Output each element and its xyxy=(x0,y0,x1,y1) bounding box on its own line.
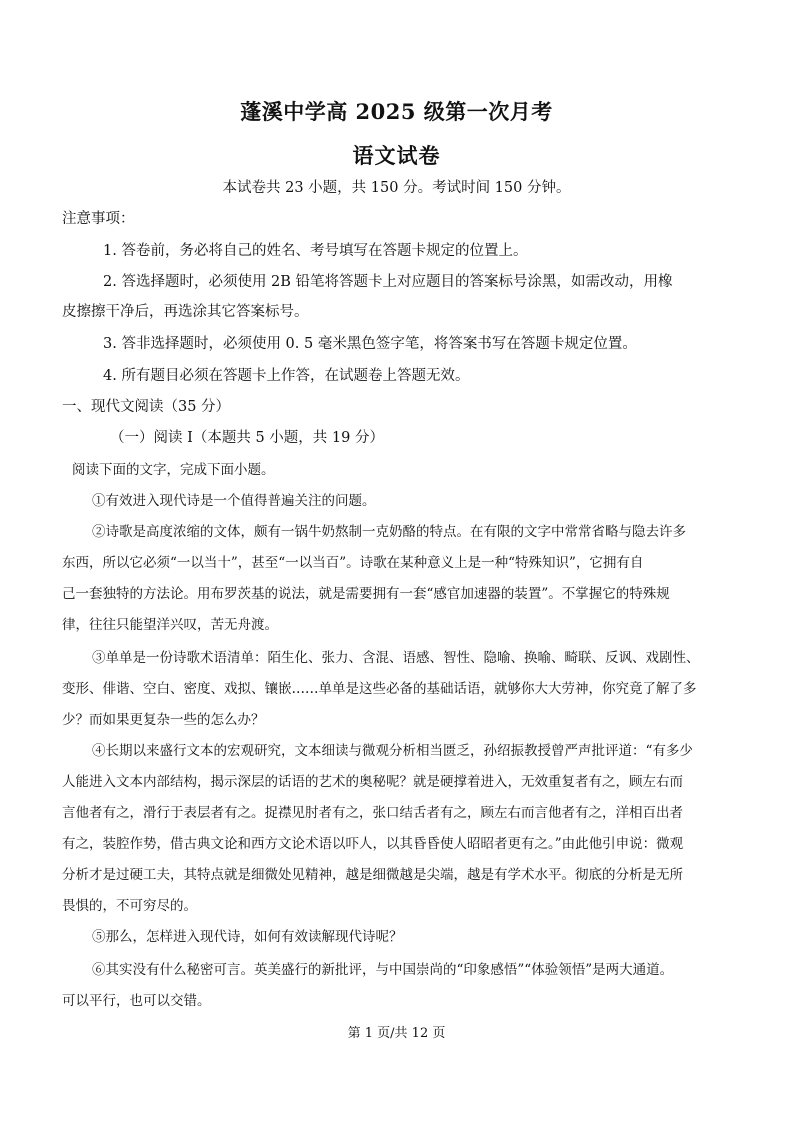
passage-paragraph-4-line-5: 分析才是过硬工夫，其特点就是细微处见精神，越是细微越是尖端，越是有学术水平。彻底的分析是无所 xyxy=(62,867,683,883)
passage-paragraph-4-line-6: 畏惧的，不可穷尽的。 xyxy=(62,898,197,914)
section-heading: 一、现代文阅读（35 分） xyxy=(62,399,231,415)
exam-summary: 本试卷共 23 小题，共 150 分。考试时间 150 分钟。 xyxy=(222,180,571,196)
notice-item-3: 3. 答非选择题时，必须使用 0. 5 毫米黑色签字笔，将答案书写在答题卡规定位置。 xyxy=(103,336,637,352)
passage-paragraph-6-line-2: 可以平行，也可以交错。 xyxy=(62,993,211,1009)
section-instruction: 阅读下面的文字，完成下面小题。 xyxy=(72,462,275,478)
passage-paragraph-2-line-3: 己一套独特的方法论。用布罗茨基的说法，就是需要拥有一套“感官加速器的装置”。不掌握它的特殊规 xyxy=(62,586,670,602)
passage-paragraph-4-line-4: 有之，装腔作势，借古典文论和西方文论术语以吓人，以其昏昏使人昭昭者更有之。”由此他引申说：微观 xyxy=(62,836,684,852)
passage-paragraph-4-line-2: 人能进入文本内部结构，揭示深层的话语的艺术的奥秘呢？就是硬撑着进入，无效重复者有之，顾左右而 xyxy=(62,774,683,790)
passage-paragraph-3-line-3: 少？而如果更复杂一些的怎么办？ xyxy=(62,712,265,728)
notice-item-2-line-1: 2. 答选择题时，必须使用 2B 铅笔将答题卡上对应题目的答案标号涂黑，如需改动，用橡 xyxy=(103,274,673,290)
section-sub-heading: （一）阅读 I（本题共 5 小题，共 19 分） xyxy=(110,430,384,446)
passage-paragraph-6-line-1: ⑥其实没有什么秘密可言。英美盛行的新批评，与中国崇尚的“印象感悟”“体验领悟”是两大通道。 xyxy=(92,962,674,978)
exam-subtitle: 语文试卷 xyxy=(352,143,441,168)
notice-item-2-line-2: 皮擦擦干净后，再选涂其它答案标号。 xyxy=(62,304,309,320)
page-number: 第 1 页/共 12 页 xyxy=(347,1026,446,1041)
notice-heading: 注意事项： xyxy=(62,211,135,227)
passage-paragraph-4-line-3: 言他者有之，滑行于表层者有之。捉襟见肘者有之，张口结舌者有之，顾左右而言他者有之，洋相百出者 xyxy=(62,805,683,821)
passage-paragraph-1: ①有效进入现代诗是一个值得普遍关注的问题。 xyxy=(92,493,376,509)
passage-paragraph-3-line-2: 变形、俳谐、空白、密度、戏拟、镶嵌……单单是这些必备的基础话语，就够你大大劳神，你究竟了解了多 xyxy=(62,681,697,697)
passage-paragraph-4-line-1: ④长期以来盛行文本的宏观研究，文本细读与微观分析相当匮乏，孙绍振教授曾严声批评道：“有多少 xyxy=(92,743,693,759)
notice-item-4: 4. 所有题目必须在答题卡上作答，在试题卷上答题无效。 xyxy=(103,368,470,384)
notice-item-1: 1. 答卷前，务必将自己的姓名、考号填写在答题卡规定的位置上。 xyxy=(103,243,528,259)
passage-paragraph-5: ⑤那么，怎样进入现代诗，如何有效读解现代诗呢？ xyxy=(92,929,403,945)
passage-paragraph-2-line-4: 律，往往只能望洋兴叹，苦无舟渡。 xyxy=(62,617,278,633)
exam-title: 蓬溪中学高 2025 级第一次月考 xyxy=(240,99,553,124)
passage-paragraph-3-line-1: ③单单是一份诗歌术语清单：陌生化、张力、含混、语感、智性、隐喻、换喻、畸联、反讽、戏剧性、 xyxy=(92,650,700,666)
passage-paragraph-2-line-2: 东西，所以它必须“一以当十”，甚至“一以当百”。诗歌在某种意义上是一种“特殊知识”，它拥有自 xyxy=(62,555,644,571)
passage-paragraph-2-line-1: ②诗歌是高度浓缩的文体，颇有一锅牛奶熬制一克奶酪的特点。在有限的文字中常常省略与隐去许多 xyxy=(92,524,686,540)
